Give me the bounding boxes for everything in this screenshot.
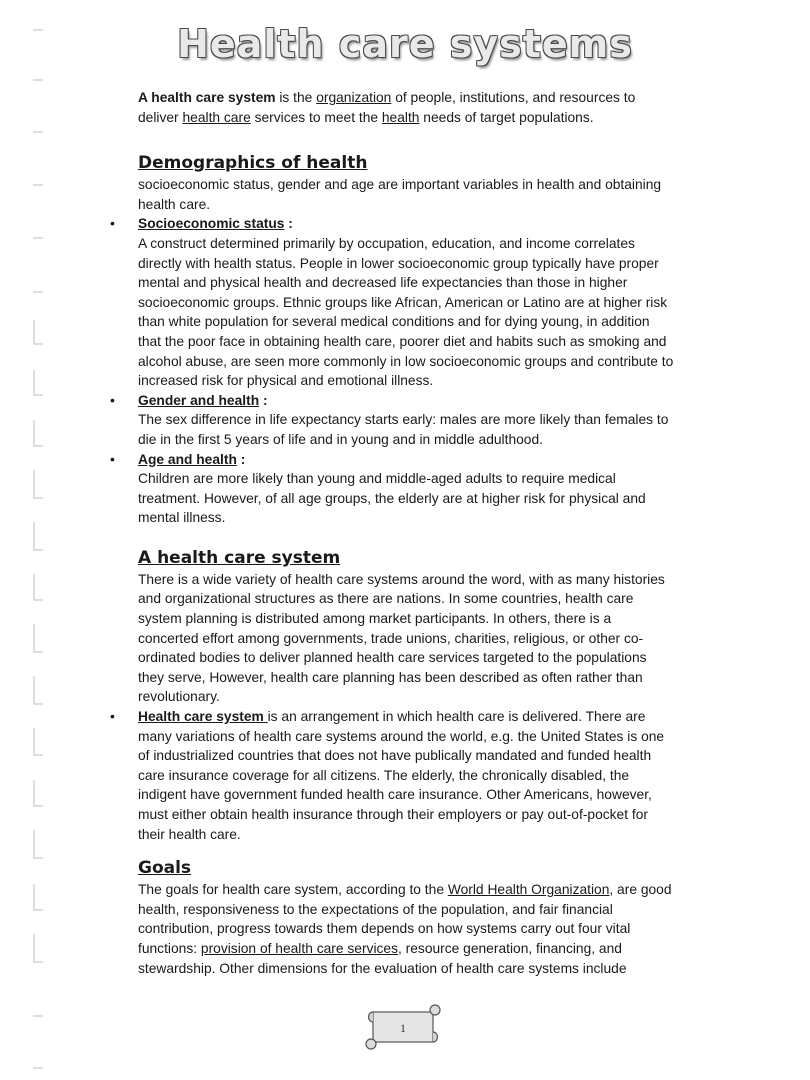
link-organization[interactable]: organization [316,90,392,105]
intro-paragraph [138,88,674,127]
intro-text: is the [275,90,317,105]
bullet-item [110,391,674,450]
link-health[interactable]: health [381,109,420,125]
bullet-text: The sex difference in life expectancy starts early: males are more likely than females to die in the first 5 years of life and in young and in middle adulthood. [138,412,669,447]
system-heading: A health care system [138,547,341,568]
goals-text: The goals for health care system, according to the [138,882,448,898]
binder-edge-marks [0,0,60,1080]
bullet-text: is an arrangement in which health care is delivered. There are many variations of health care systems around the world, e.g. the United States is one of industrialized countries that does not have publically mandated and funded health care insurance coverage for all citizens. The elderly, the chronically disabled, the indigent have government funded health care insurance. Other Americans, however, must either obtain health insurance through their employers or pay out-of-pocket for their health care. [138,709,665,842]
intro-text: needs of target populations. [419,109,594,125]
bullet-colon: : [236,451,246,467]
bullet-colon: : [284,216,293,232]
link-provision[interactable]: provision of health care services [200,940,398,956]
intro-text: services to meet the [250,109,382,125]
bullet-colon: : [259,392,268,408]
bullet-item [110,450,674,528]
bullet-label: Socioeconomic status [138,216,285,232]
bullet-label: Age and health [138,451,237,467]
bullet-label: Health care system [138,709,268,725]
demographics-text: socioeconomic status, gender and age are important variables in health and obtaining health care. [138,177,662,212]
document-body [110,88,674,978]
page-number-scroll-icon [365,1002,441,1052]
bullet-icon: • [110,450,115,467]
system-text: There is a wide variety of health care systems around the word, with as many histories and organizational structures as there are nations. In some countries, health care system planning is distributed among market participants. In others, there is a concerted effort among governments, trade unions, charities, religious, or other co-ordinated bodies to deliver planned health care services targeted to the populations they serve, However, health care planning has been described as often rather than revolutionary. [138,571,665,705]
demographics-heading: Demographics of health [138,153,368,174]
bullet-item [110,707,674,844]
bullet-icon: • [110,391,115,408]
intro-text: of people, institutions, and resources to deliver [138,90,636,125]
bullet-icon: • [110,215,115,232]
bullet-item [110,214,674,390]
goals-paragraph [138,880,674,978]
bullet-icon: • [110,708,115,725]
goals-text: , resource generation, financing, and stewardship. Other dimensions for the evaluation of health care systems include [138,940,627,976]
intro-bold-term: A health care system [138,90,276,105]
link-health-care[interactable]: health care [182,109,251,125]
bullet-text: Children are more likely than young and middle-aged adults to require medical treatment. However, of all age groups, the elderly are at higher risk for physical and mental illness. [138,471,646,526]
bullet-label: Gender and health [138,392,260,408]
link-who[interactable]: World Health Organization [447,882,610,898]
goals-heading: Goals [138,858,192,879]
goals-text: , are good health, responsiveness to the expectations of the population, and fair financial contribution, progress towards them depends on how systems carry out four vital functions: [138,882,672,956]
page-title: Health care systems [177,22,633,66]
bullet-text: A construct determined primarily by occupation, education, and income correlates directly with health status. People in lower socioeconomic group typically have proper mental and physical health and decreased life expectancies than those in higher socioeconomic groups. Ethnic groups like African, American or Latino are at higher risk than white population for several medical conditions and for dying young, in addition that the poor face in obtaining health care, poorer diet and habits such as smoking and alcohol abuse, are seen more commonly in low socioeconomic groups and contribute to increased risk for physical and emotional illness. [138,235,674,389]
page-number: 1 [400,1021,406,1035]
